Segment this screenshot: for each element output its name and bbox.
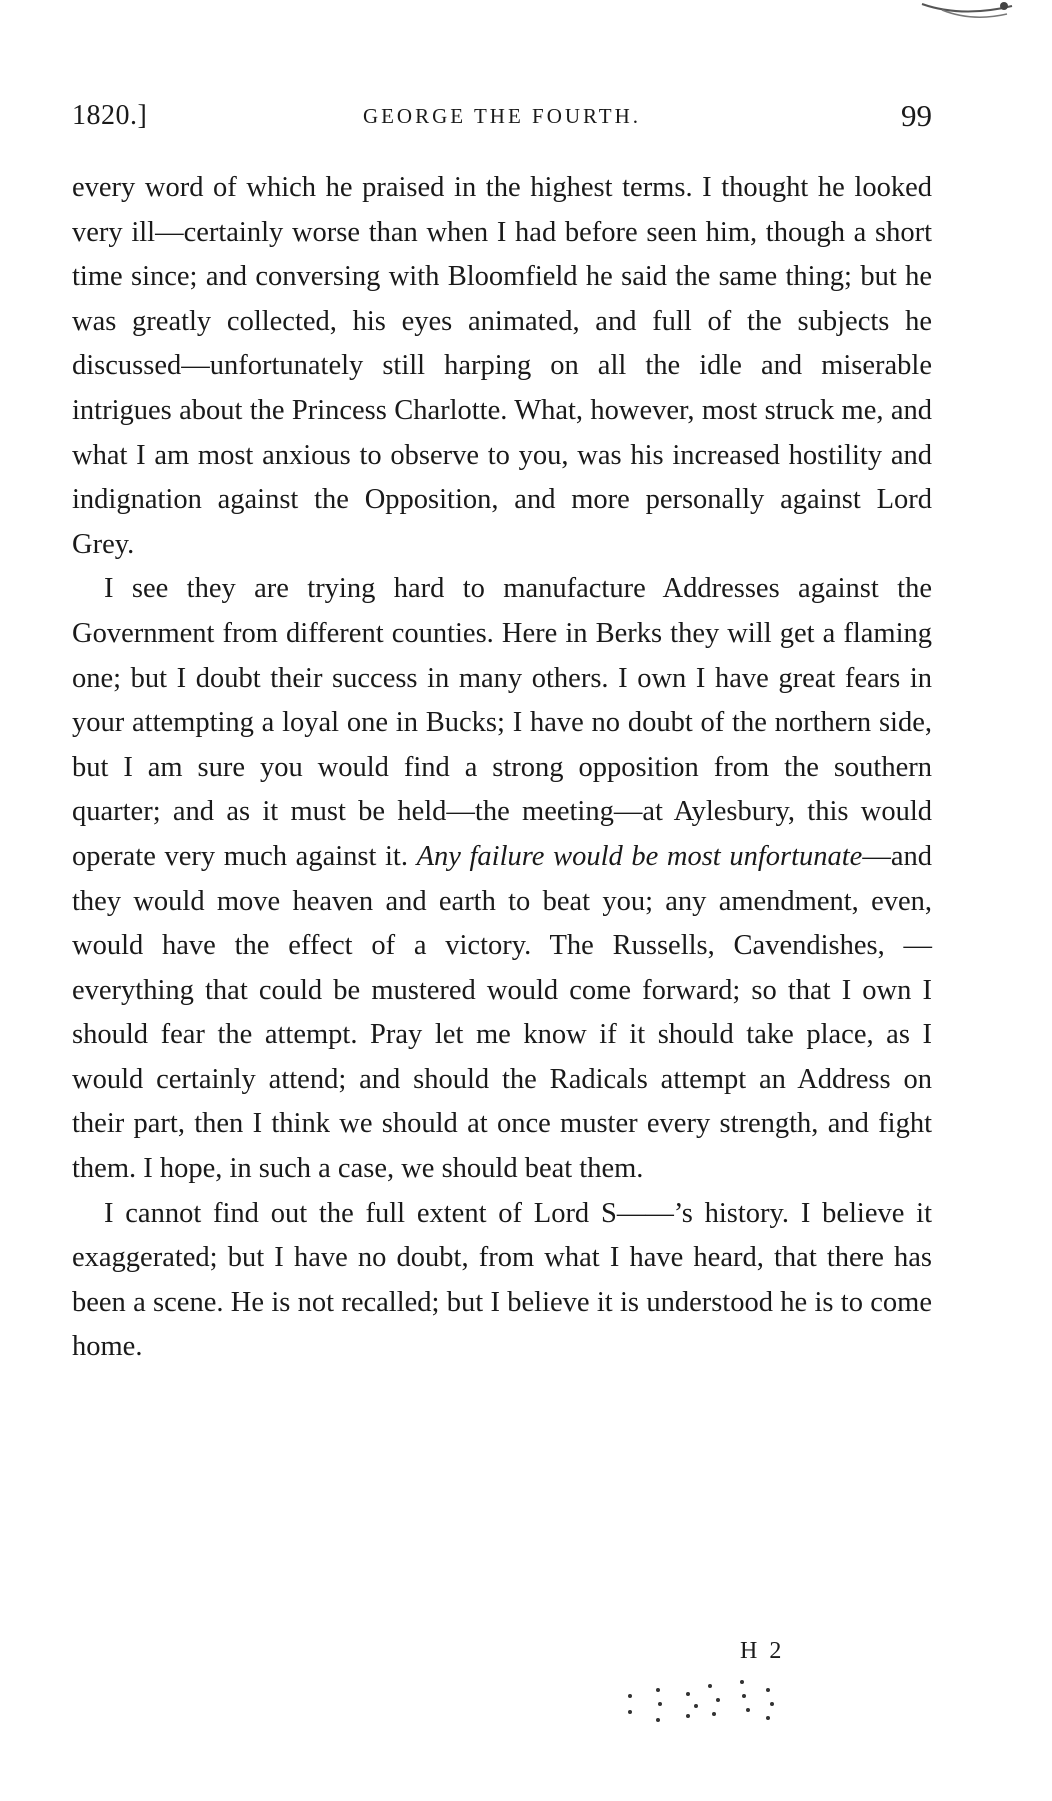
running-head-year: 1820.] (72, 100, 148, 131)
paragraph-2-text: I see they are trying hard to manufacture Addresses against the Government from different counties. Here in Berks they will get a flaming one; but I doubt their success in many others. I own I have great fears in your attempting a loyal one in Bucks; I have no doubt of the northern side, but I am sure you would find a strong opposition from the southern quarter; and as it must be held—the meeting—at Aylesbury, this would operate very much against it. (72, 573, 932, 872)
page-number: 99 (901, 98, 932, 133)
running-head (72, 100, 932, 140)
paragraph-1-text: every word of which he praised in the highest terms. I thought he looked very ill—certainly worse than when I had before seen him, though a short time since; and conversing with Bloomfield he said the same thing; but he was greatly collected, his eyes animated, and full of the subjects he discussed—unfortunately still harping on all the idle and miserable intrigues about the Princess Charlotte. What, however, most struck me, and what I am most anxious to observe to you, was his increased hostility and indignation against the Opposition, and more personally against Lord Grey. (72, 172, 932, 560)
paragraph-2-emphasis: Any failure would be most unfortunate (416, 840, 863, 872)
running-head-title: GEORGE THE FOURTH. (362, 104, 642, 128)
paragraph-1 (72, 166, 932, 567)
paragraph-2 (72, 567, 932, 1191)
paragraph-3 (72, 1192, 932, 1370)
library-stamp-fragment (912, 0, 1022, 24)
paragraph-3-text: I cannot find out the full extent of Lord S——’s history. I believe it exaggerated; but I have no doubt, from what I have heard, that there has been a scene. He is not recalled; but I believe it is understood he is to come home. (72, 1197, 932, 1363)
signature-mark: H 2 (740, 1638, 785, 1664)
print-speckle-marks (618, 1660, 818, 1750)
paragraph-2-continuation: —and they would move heaven and earth to beat you; any amendment, even, would have the effect of a victory. The Russells, Cavendishes, — everything that could be mustered would come forward; so that I own I should fear the attempt. Pray let me know if it should take place, as I would certainly attend; and should the Radicals attempt an Address on their part, then I think we should at once muster every strength, and fight them. I hope, in such a case, we should beat them. (72, 840, 932, 1185)
body-text (72, 166, 932, 1370)
